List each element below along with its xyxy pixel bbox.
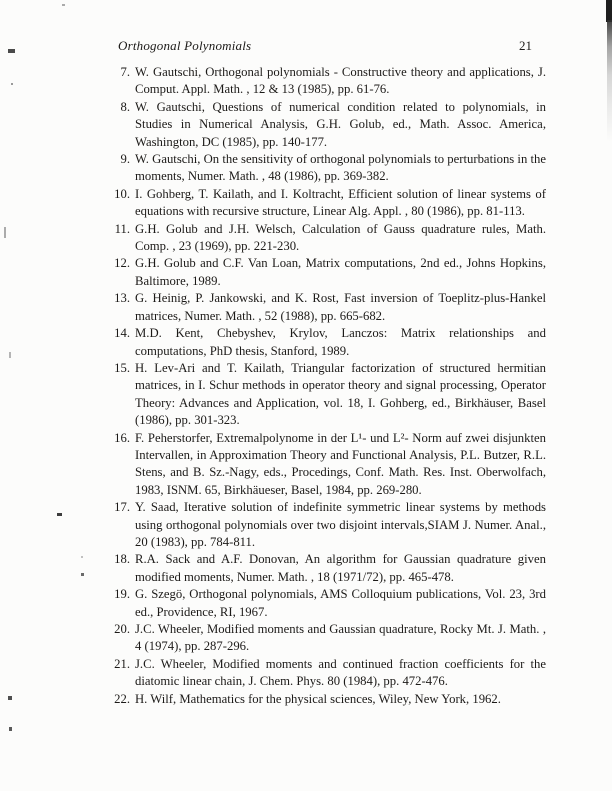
reference-text: J.C. Wheeler, Modified moments and Gaussian quadrature, Rocky Mt. J. Math. , 4 (1974), pp. 287-296. — [135, 622, 546, 654]
reference-item — [106, 621, 546, 656]
reference-item — [106, 430, 546, 500]
scan-speckle — [8, 49, 15, 53]
reference-text: H. Wilf, Mathematics for the physical sciences, Wiley, New York, 1962. — [135, 691, 501, 706]
reference-text: M.D. Kent, Chebyshev, Krylov, Lanczos: Matrix relationships and computations, PhD thesis, Stanford, 1989. — [135, 326, 546, 358]
reference-text: W. Gautschi, On the sensitivity of orthogonal polynomials to perturbations in the moments, Numer. Math. , 48 (1986), pp. 369-382. — [135, 152, 546, 184]
reference-text: W. Gautschi, Orthogonal polynomials - Constructive theory and applications, J. Comput. Appl. Math. , 12 & 13 (1985), pp. 61-76. — [135, 65, 546, 97]
reference-number: 13. — [114, 291, 130, 306]
scan-speckle — [57, 513, 62, 516]
page-header — [118, 38, 546, 54]
reference-number: 11. — [114, 221, 130, 236]
scan-speckle — [4, 227, 6, 238]
reference-item — [106, 656, 546, 691]
reference-number: 12. — [114, 256, 130, 271]
reference-number: 14. — [114, 326, 130, 341]
reference-number: 18. — [114, 552, 130, 567]
scan-speckle — [9, 352, 11, 358]
reference-number: 10. — [114, 186, 130, 201]
reference-text: W. Gautschi, Questions of numerical condition related to polynomials, in Studies in Numerical Analysis, G.H. Golub, ed., Math. Assoc. America, Washington, DC (1985), pp. 140-177. — [135, 99, 546, 149]
reference-text: J.C. Wheeler, Modified moments and continued fraction coefficients for the diatomic linear chain, J. Chem. Phys. 80 (1984), pp. 472-476. — [135, 656, 546, 689]
reference-item — [106, 186, 546, 221]
reference-text: G. Szegö, Orthogonal polynomials, AMS Colloquium publications, Vol. 23, 3rd ed., Providence, RI, 1967. — [135, 587, 546, 619]
reference-text: R.A. Sack and A.F. Donovan, An algorithm for Gaussian quadrature given modified moments, Numer. Math. , 18 (1971/72), pp. 465-478. — [135, 552, 546, 584]
reference-number: 7. — [120, 65, 130, 79]
reference-text: H. Lev-Ari and T. Kailath, Triangular factorization of structured hermitian matrices, in I. Schur methods in operator theory and signal processing, Operator Theory: Advances and Application, vol. 18, I. Gohberg, ed., Birkhäuser, Basel (1986), pp. 301-323. — [135, 360, 546, 428]
reference-item — [106, 691, 546, 708]
reference-item — [106, 64, 546, 99]
reference-text: G. Heinig, P. Jankowski, and K. Rost, Fast inversion of Toeplitz-plus-Hankel matrices, Numer. Math. , 52 (1988), pp. 665-682. — [135, 291, 546, 323]
reference-item — [106, 255, 546, 290]
scan-edge-artifact — [606, 0, 612, 22]
reference-item — [106, 221, 546, 256]
reference-text: G.H. Golub and J.H. Welsch, Calculation of Gauss quadrature rules, Math. Comp. , 23 (1969), pp. 221-230. — [135, 221, 546, 254]
reference-item — [106, 586, 546, 621]
scan-speckle — [81, 556, 83, 558]
scan-edge-artifact — [607, 20, 612, 142]
scan-speckle — [81, 573, 84, 576]
reference-number: 21. — [114, 656, 130, 671]
reference-item — [106, 499, 546, 551]
reference-item — [106, 551, 546, 586]
reference-item — [106, 290, 546, 325]
reference-number: 20. — [114, 622, 130, 636]
reference-number: 22. — [114, 691, 130, 706]
reference-item — [106, 325, 546, 360]
running-title: Orthogonal Polynomials — [118, 38, 252, 53]
reference-number: 9. — [120, 152, 130, 167]
scan-speckle — [11, 83, 13, 85]
scan-speckle — [9, 727, 12, 731]
scan-speckle — [8, 696, 12, 700]
reference-number: 19. — [114, 587, 130, 602]
reference-text: G.H. Golub and C.F. Van Loan, Matrix computations, 2nd ed., Johns Hopkins, Baltimore, 1989. — [135, 256, 546, 288]
scan-speckle — [62, 4, 65, 6]
reference-list — [106, 64, 546, 708]
reference-text: I. Gohberg, T. Kailath, and I. Koltracht, Efficient solution of linear systems of equations with recursive structure, Linear Alg. Appl. , 80 (1986), pp. 81-113. — [135, 186, 546, 219]
reference-item — [106, 99, 546, 151]
reference-number: 17. — [114, 500, 130, 515]
reference-number: 15. — [114, 360, 130, 375]
reference-text: Y. Saad, Iterative solution of indefinite symmetric linear systems by methods using orthogonal polynomials over two disjoint intervals,SIAM J. Numer. Anal., 20 (1983), pp. 784-811. — [135, 500, 546, 549]
reference-number: 16. — [114, 430, 130, 445]
page-number: 21 — [519, 38, 532, 53]
reference-item — [106, 151, 546, 186]
reference-item — [106, 360, 546, 430]
reference-text: F. Peherstorfer, Extremalpolynome in der L¹- und L²- Norm auf zwei disjunkten Intervallen, in Approximation Theory and Functional Analysis, P.L. Butzer, R.L. Stens, and B. Sz.-Nagy, eds., Procedings, Conf. Math. Res. Inst. Oberwolfach, 1983, ISNM. 65, Birkhäueser, Basel, 1984, pp. 269-280. — [135, 430, 546, 497]
reference-number: 8. — [120, 99, 130, 114]
